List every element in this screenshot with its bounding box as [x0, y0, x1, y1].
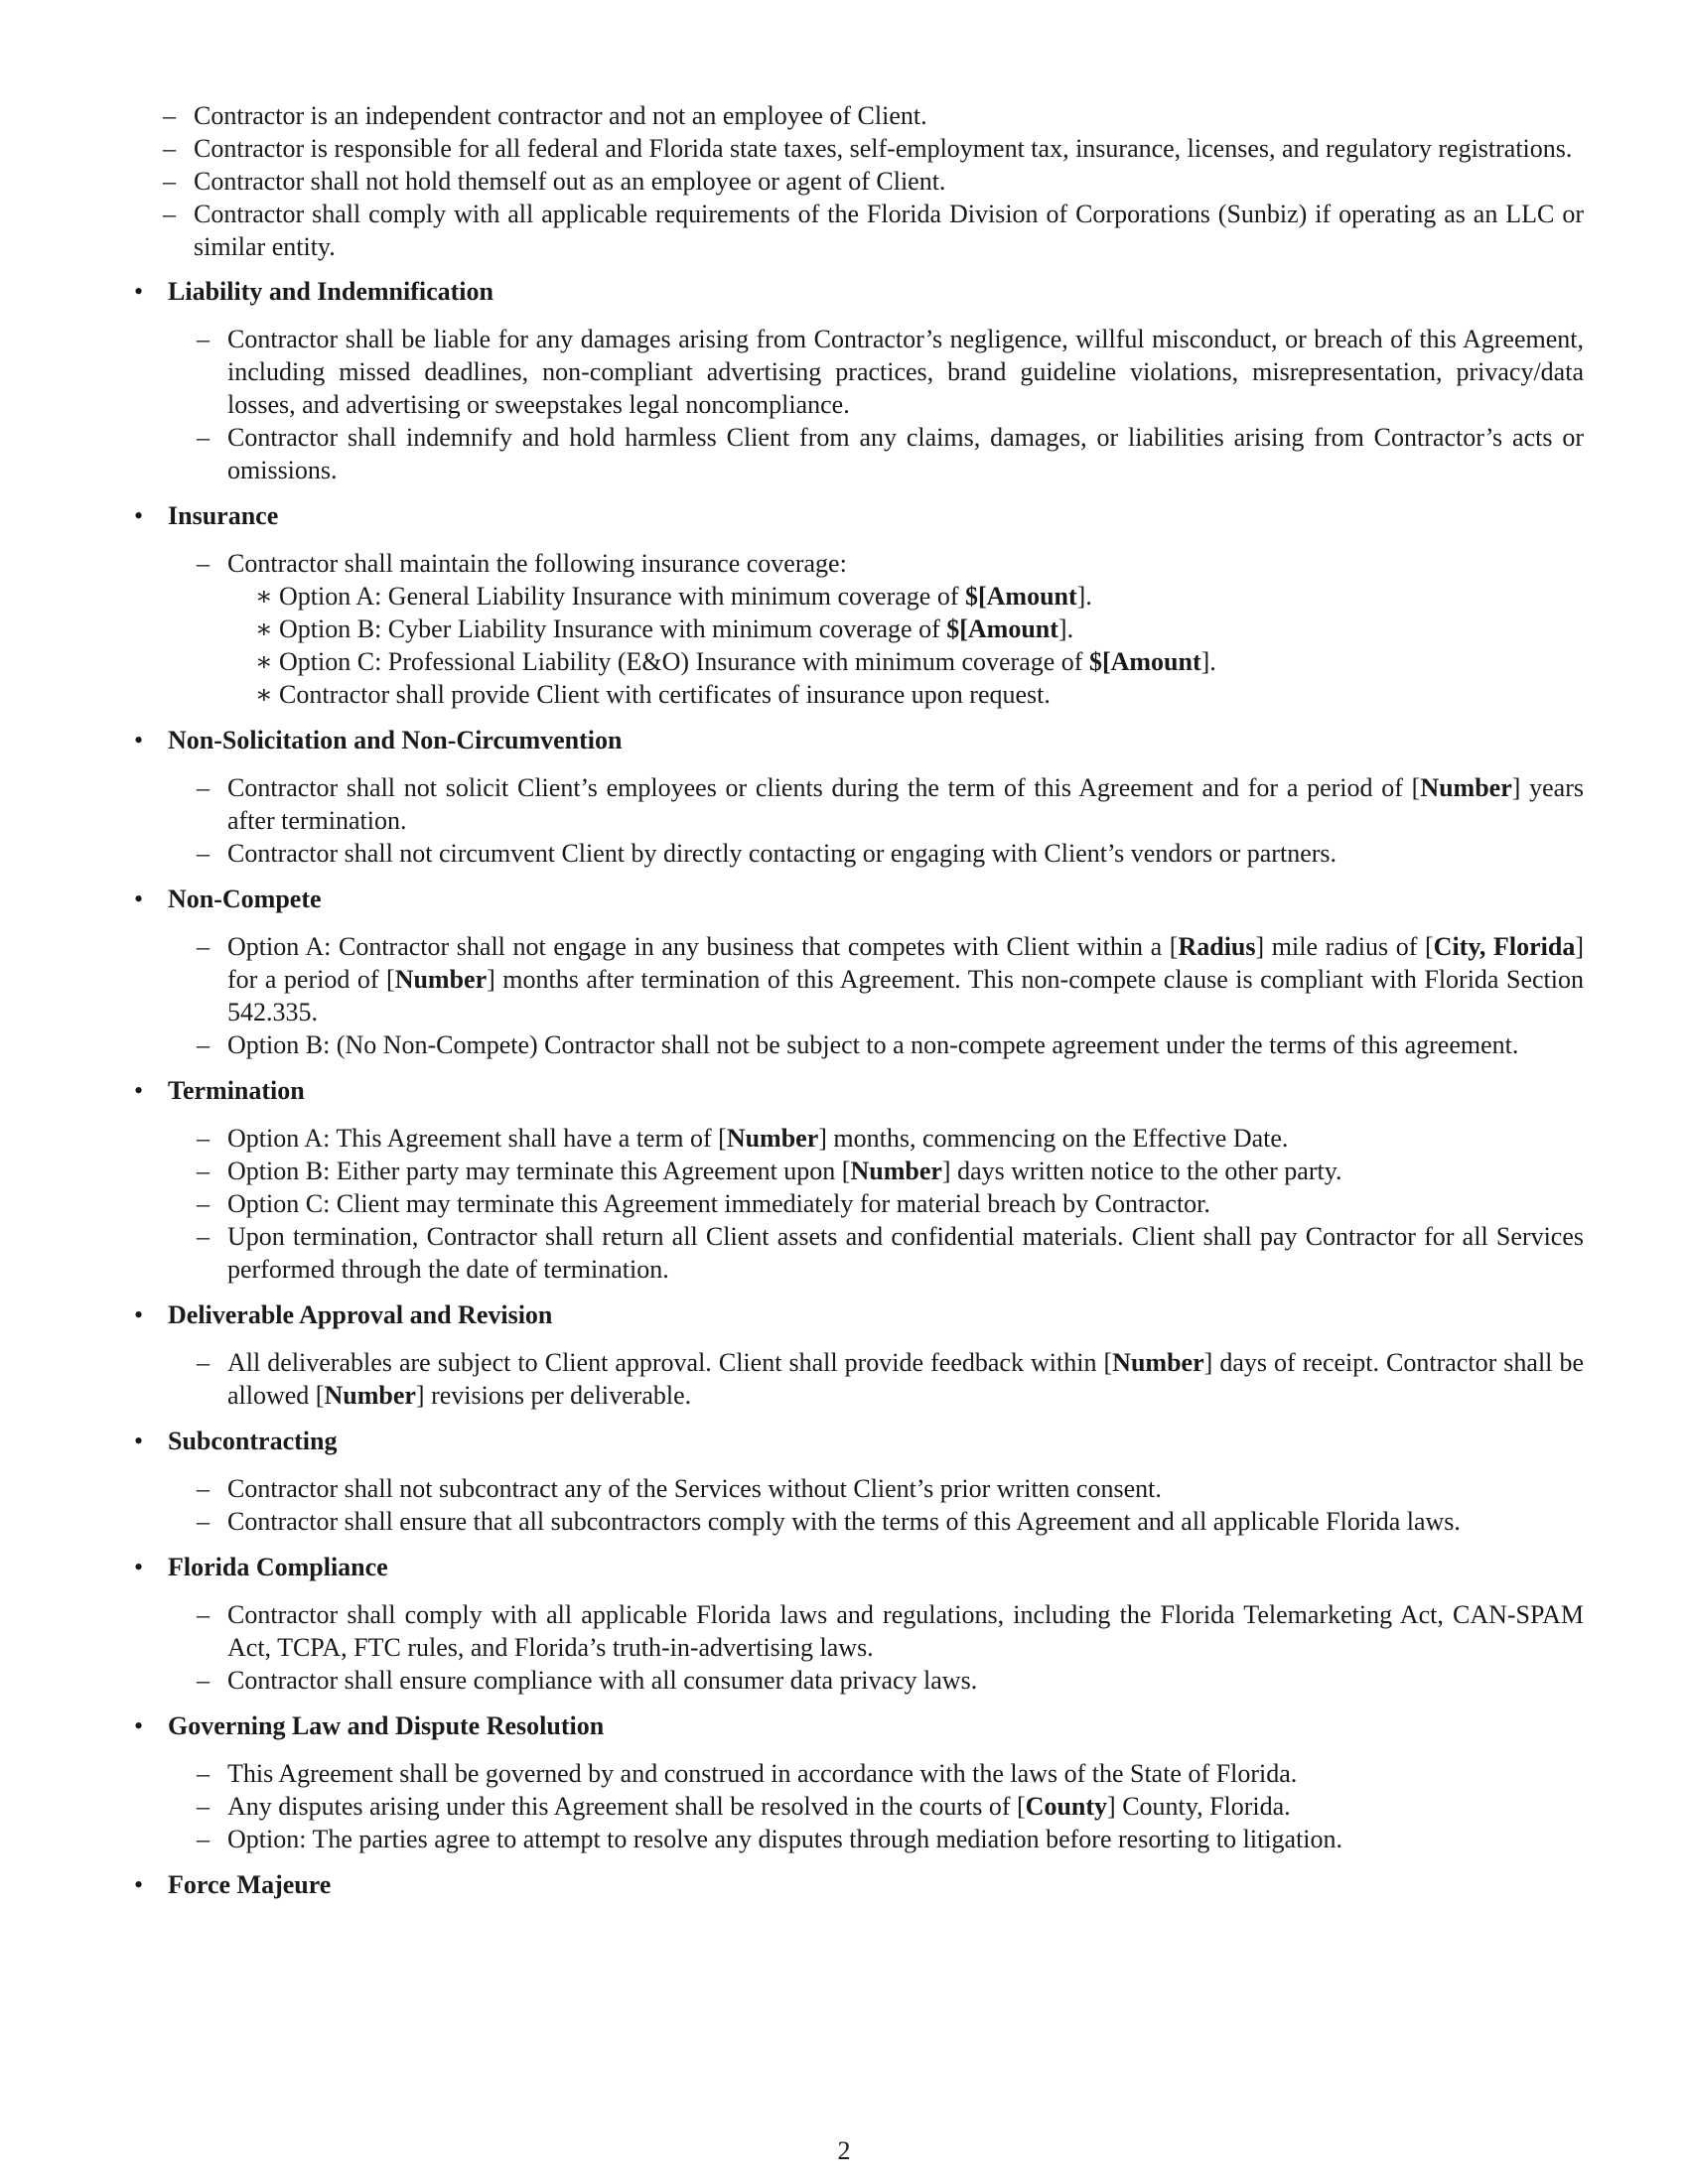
number-placeholder: Number — [394, 965, 488, 994]
bullet-marker: • — [134, 1553, 144, 1581]
list-item: ∗ Contractor shall provide Client with certificates of insurance upon request. — [255, 680, 1051, 709]
list-item: – Contractor shall comply with all applicable requirements of the Florida Division of Corporations (Sunbiz) if operating as an LLC or similar entity. — [163, 200, 1584, 261]
section-non-solicitation — [134, 724, 1584, 870]
list-item: – Contractor shall ensure compliance with all consumer data privacy laws. — [197, 1666, 978, 1695]
dash-marker: – — [197, 1792, 210, 1821]
section-insurance — [134, 499, 1584, 711]
star-marker: ∗ — [255, 614, 273, 643]
number-placeholder: Number — [726, 1124, 819, 1153]
bullet-marker: • — [134, 885, 144, 913]
list-item: – Contractor shall ensure that all subcontractors comply with the terms of this Agreement and all applicable Florida laws. — [197, 1507, 1461, 1536]
list-item: – Contractor shall not subcontract any of the Services without Client’s prior written consent. — [197, 1474, 1162, 1503]
dash-marker: – — [163, 200, 176, 228]
dash-marker: – — [197, 1157, 210, 1185]
list-item: – Option: The parties agree to attempt to resolve any disputes through mediation before resorting to litigation. — [197, 1825, 1343, 1853]
list-item: – Contractor shall not hold themself out as an employee or agent of Client. — [163, 167, 946, 196]
section-deliverable-approval — [134, 1298, 1584, 1412]
list-item: – Option A: Contractor shall not engage in any business that competes with Client within a [Radius] mile radius of [City, Florida] for a period of [Number] months after termination of this Agreement. This non-compete clause is compliant with Florida Section 542.335. — [197, 932, 1585, 1026]
dash-marker: – — [197, 773, 210, 802]
dash-marker: – — [197, 1759, 210, 1788]
list-item: – Contractor shall not solicit Client’s employees or clients during the term of this Agreement and for a period of [Number] years after termination. — [197, 773, 1584, 835]
section-title: Governing Law and Dispute Resolution — [168, 1711, 605, 1740]
dash-marker: – — [197, 1030, 210, 1059]
list-item: – Option B: (No Non-Compete) Contractor shall not be subject to a non-compete agreement under the terms of this agreement. — [197, 1030, 1519, 1059]
page-number: 2 — [837, 2136, 851, 2165]
number-placeholder: Number — [850, 1157, 942, 1185]
dash-marker: – — [197, 325, 210, 353]
number-placeholder: Number — [1420, 773, 1512, 802]
dash-marker: – — [197, 1825, 210, 1853]
dash-marker: – — [197, 839, 210, 868]
list-item: – Option B: Either party may terminate this Agreement upon [Number] days written notice to the other party. — [197, 1157, 1342, 1185]
dash-marker: – — [197, 1124, 210, 1153]
star-marker: ∗ — [255, 647, 273, 676]
city-placeholder: City, Florida — [1433, 932, 1576, 961]
list-item: – This Agreement shall be governed by and construed in accordance with the laws of the State of Florida. — [197, 1759, 1298, 1788]
star-marker: ∗ — [255, 582, 273, 611]
dash-marker: – — [197, 1600, 210, 1629]
section-title: Insurance — [168, 501, 279, 530]
section-liability — [134, 275, 1584, 486]
list-item: – Any disputes arising under this Agreement shall be resolved in the courts of [County] County, Florida. — [197, 1792, 1291, 1821]
amount-placeholder: $[Amount — [946, 614, 1058, 643]
section-force-majeure — [134, 1868, 1584, 1901]
section-title: Subcontracting — [168, 1427, 338, 1455]
section-title: Deliverable Approval and Revision — [168, 1300, 553, 1329]
bullet-marker: • — [134, 501, 144, 530]
dash-marker: – — [163, 101, 176, 130]
star-marker: ∗ — [255, 680, 273, 709]
amount-placeholder: $[Amount — [964, 582, 1077, 611]
section-florida-compliance — [134, 1551, 1584, 1697]
section-title: Termination — [168, 1076, 305, 1105]
document-body — [134, 99, 1584, 1916]
list-item: – Contractor shall not circumvent Client by directly contacting or engaging with Client’s vendors or partners. — [197, 839, 1337, 868]
bullet-marker: • — [134, 726, 144, 754]
bullet-marker: • — [134, 1870, 144, 1899]
sections-list — [134, 275, 1584, 1901]
section-title: Force Majeure — [168, 1870, 332, 1899]
dash-marker: – — [197, 549, 210, 578]
section-subcontracting — [134, 1425, 1584, 1538]
bullet-marker: • — [134, 1300, 144, 1329]
bullet-marker: • — [134, 1076, 144, 1105]
section-non-compete — [134, 883, 1584, 1061]
radius-placeholder: Radius — [1178, 932, 1256, 961]
independent-contractor-list — [134, 99, 1584, 263]
list-item: – Contractor is an independent contractor and not an employee of Client. — [163, 101, 927, 130]
dash-marker: – — [197, 1474, 210, 1503]
bullet-marker: • — [134, 277, 144, 306]
bullet-marker: • — [134, 1711, 144, 1740]
bullet-marker: • — [134, 1427, 144, 1455]
section-title: Non-Solicitation and Non-Circumvention — [168, 726, 623, 754]
amount-placeholder: $[Amount — [1088, 647, 1201, 676]
list-item: ∗ Option B: Cyber Liability Insurance with minimum coverage of $[Amount]. — [255, 614, 1074, 643]
dash-marker: – — [197, 1666, 210, 1695]
list-item: – Contractor shall indemnify and hold harmless Client from any claims, damages, or liabilities arising from Contractor’s acts or omissions. — [197, 423, 1584, 484]
list-item: – All deliverables are subject to Client approval. Client shall provide feedback within [Number] days of receipt. Contractor shall be allowed [Number] revisions per deliverable. — [197, 1348, 1584, 1410]
number-placeholder: Number — [324, 1381, 416, 1410]
section-title: Florida Compliance — [168, 1553, 388, 1581]
list-item: – Contractor shall maintain the following insurance coverage: — [197, 549, 847, 578]
dash-marker: – — [163, 134, 176, 163]
dash-marker: – — [197, 932, 210, 961]
list-item: – Option C: Client may terminate this Agreement immediately for material breach by Contractor. — [197, 1189, 1210, 1218]
list-item: – Contractor shall comply with all applicable Florida laws and regulations, including the Florida Telemarketing Act, CAN-SPAM Act, TCPA, FTC rules, and Florida’s truth-in-advertising laws. — [197, 1600, 1584, 1662]
dash-marker: – — [197, 1348, 210, 1377]
number-placeholder: Number — [1112, 1348, 1204, 1377]
dash-marker: – — [197, 1189, 210, 1218]
list-item: – Contractor is responsible for all federal and Florida state taxes, self-employment tax, insurance, licenses, and regulatory registrations. — [163, 134, 1573, 163]
section-title: Non-Compete — [168, 885, 322, 913]
dash-marker: – — [197, 1222, 210, 1251]
list-item: ∗ Option C: Professional Liability (E&O) Insurance with minimum coverage of $[Amount]. — [255, 647, 1216, 676]
county-placeholder: County — [1025, 1792, 1108, 1821]
section-termination — [134, 1074, 1584, 1286]
list-item: – Contractor shall be liable for any damages arising from Contractor’s negligence, willful misconduct, or breach of this Agreement, including missed deadlines, non-compliant advertising practices, brand guideline violations, misrepresentation, privacy/data losses, and advertising or sweepstakes legal noncompliance. — [197, 325, 1584, 419]
dash-marker: – — [197, 1507, 210, 1536]
section-title: Liability and Indemnification — [168, 277, 493, 306]
section-governing-law — [134, 1709, 1584, 1855]
list-item: ∗ Option A: General Liability Insurance with minimum coverage of $[Amount]. — [255, 582, 1092, 611]
dash-marker: – — [197, 423, 210, 452]
dash-marker: – — [163, 167, 176, 196]
list-item: – Upon termination, Contractor shall return all Client assets and confidential materials. Client shall pay Contractor for all Services performed through the date of termination. — [197, 1222, 1584, 1284]
list-item: – Option A: This Agreement shall have a term of [Number] months, commencing on the Effective Date. — [197, 1124, 1289, 1153]
